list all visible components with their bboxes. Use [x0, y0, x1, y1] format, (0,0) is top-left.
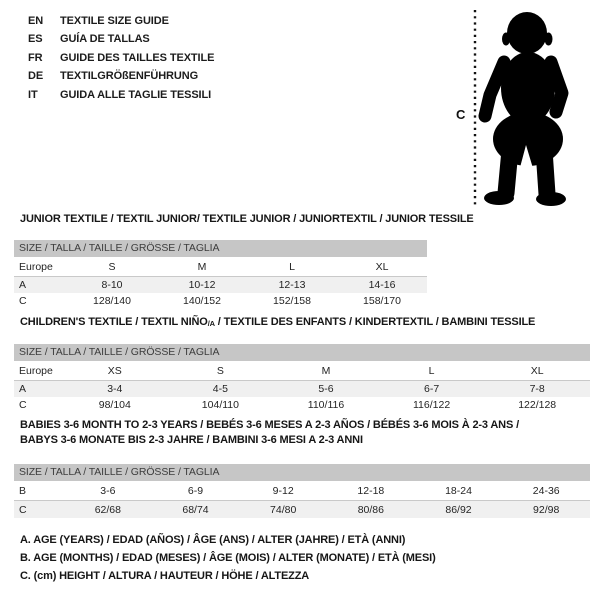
- language-code: FR: [28, 51, 43, 64]
- table-row-height: [14, 397, 590, 413]
- language-title: TEXTILE SIZE GUIDE: [60, 15, 169, 27]
- babies-section-title: [20, 418, 595, 448]
- language-row-es: [28, 30, 214, 48]
- value-cell: 6-9: [187, 485, 204, 497]
- value-cell: 110/116: [307, 399, 345, 411]
- size-cell: M: [197, 261, 207, 273]
- row-label: Europe: [19, 261, 53, 273]
- children-title-rest: / TEXTILE DES ENFANTS / KINDERTEXTIL / BAMBINI TESSILE: [214, 316, 536, 328]
- value-cell: 128/140: [93, 295, 131, 307]
- language-title: GUIDA ALLE TAGLIE TESSILI: [60, 88, 212, 101]
- legend-line-b: B. AGE (MONTHS) / EDAD (MESES) / ÂGE (MOIS) / ALTER (MONATE) / ETÀ (MESI): [20, 552, 436, 565]
- children-size-table: [14, 344, 590, 413]
- legend-line-c: C. (cm) HEIGHT / ALTURA / HAUTEUR / HÖHE / ALTEZZA: [20, 570, 310, 583]
- language-title: GUIDE DES TAILLES TEXTILE: [60, 51, 215, 64]
- language-code: ES: [28, 33, 43, 46]
- value-cell: 7-8: [529, 383, 545, 395]
- value-cell: 3-6: [100, 485, 116, 497]
- language-code: DE: [28, 70, 44, 83]
- row-label: B: [19, 485, 27, 497]
- value-cell: 8-10: [101, 279, 123, 291]
- row-label: C: [19, 399, 27, 411]
- value-cell: 152/158: [273, 295, 311, 307]
- size-cell: XL: [375, 261, 389, 273]
- language-row-de: [28, 67, 214, 85]
- children-section-title: [20, 315, 595, 331]
- baby-height-figure: [440, 0, 600, 215]
- junior-section-title: JUNIOR TEXTILE / TEXTIL JUNIOR/ TEXTILE JUNIOR / JUNIORTEXTIL / JUNIOR TESSILE: [20, 213, 474, 225]
- value-cell: 104/110: [201, 399, 239, 411]
- value-cell: 74/80: [270, 503, 297, 516]
- row-label: Europe: [19, 365, 53, 377]
- row-label: A: [19, 383, 27, 395]
- size-cell: L: [289, 261, 295, 273]
- language-list: [28, 12, 214, 104]
- value-cell: 14-16: [368, 279, 396, 291]
- value-cell: 62/68: [94, 503, 121, 516]
- language-title: TEXTILGRÖßENFÜHRUNG: [60, 70, 199, 83]
- value-cell: 86/92: [445, 503, 472, 516]
- language-row-fr: [28, 49, 214, 67]
- language-title: GUÍA DE TALLAS: [60, 33, 150, 46]
- value-cell: 5-6: [318, 383, 334, 395]
- value-cell: 92/98: [533, 503, 560, 516]
- table-row-age-months: [14, 482, 590, 501]
- legend: [20, 531, 436, 586]
- size-cell: M: [321, 365, 331, 377]
- language-code: EN: [28, 15, 44, 27]
- children-title-main: CHILDREN'S TEXTILE / TEXTIL NIÑO: [20, 316, 208, 328]
- table-row-europe: [14, 362, 590, 381]
- row-label: A: [19, 279, 27, 291]
- value-cell: 9-12: [272, 485, 294, 497]
- value-cell: 10-12: [188, 279, 216, 291]
- value-cell: 98/104: [98, 399, 131, 411]
- table-row-europe: [14, 258, 427, 277]
- value-cell: 140/152: [183, 295, 221, 307]
- value-cell: 6-7: [423, 383, 440, 395]
- value-cell: 116/122: [412, 399, 451, 411]
- row-label: C: [19, 503, 27, 516]
- height-label: C: [456, 107, 466, 122]
- value-cell: 80/86: [357, 503, 384, 516]
- table-row-age: [14, 277, 427, 293]
- size-header-band: SIZE / TALLA / TAILLE / GRÖSSE / TAGLIA: [14, 344, 590, 361]
- language-row-en: [28, 12, 214, 30]
- value-cell: 122/128: [518, 399, 557, 411]
- junior-size-table: [14, 240, 427, 309]
- table-row-age: [14, 381, 590, 397]
- value-cell: 3-4: [107, 383, 123, 395]
- value-cell: 12-13: [278, 279, 306, 291]
- value-cell: 68/74: [182, 503, 209, 516]
- value-cell: 4-5: [212, 383, 228, 395]
- size-header-band: SIZE / TALLA / TAILLE / GRÖSSE / TAGLIA: [14, 464, 590, 481]
- row-label: C: [19, 295, 27, 307]
- size-cell: L: [428, 365, 435, 377]
- babies-title-line2: BABYS 3-6 MONATE BIS 2-3 JAHRE / BAMBINI 3-6 MESI A 2-3 ANNI: [20, 434, 363, 446]
- table-row-height: [14, 293, 427, 309]
- value-cell: 12-18: [357, 485, 385, 497]
- value-cell: 18-24: [445, 485, 472, 497]
- baby-silhouette-icon: [484, 12, 566, 206]
- babies-size-table: [14, 464, 590, 518]
- children-title-subscript: /A: [207, 319, 215, 328]
- language-code: IT: [28, 88, 38, 101]
- table-row-height: [14, 501, 590, 518]
- language-row-it: [28, 86, 214, 104]
- size-cell: XS: [107, 365, 122, 377]
- babies-title-line1: BABIES 3-6 MONTH TO 2-3 YEARS / BEBÉS 3-6 MESES A 2-3 AÑOS / BÉBÉS 3-6 MOIS À 2-3 ANS /: [20, 419, 519, 431]
- size-header-band: SIZE / TALLA / TAILLE / GRÖSSE / TAGLIA: [14, 240, 427, 257]
- value-cell: 24-36: [532, 485, 560, 497]
- size-cell: S: [108, 261, 116, 273]
- value-cell: 158/170: [363, 295, 401, 307]
- legend-line-a: A. AGE (YEARS) / EDAD (AÑOS) / ÂGE (ANS) / ALTER (JAHRE) / ETÀ (ANNI): [20, 534, 406, 546]
- size-cell: XL: [530, 365, 544, 377]
- size-cell: S: [216, 365, 224, 377]
